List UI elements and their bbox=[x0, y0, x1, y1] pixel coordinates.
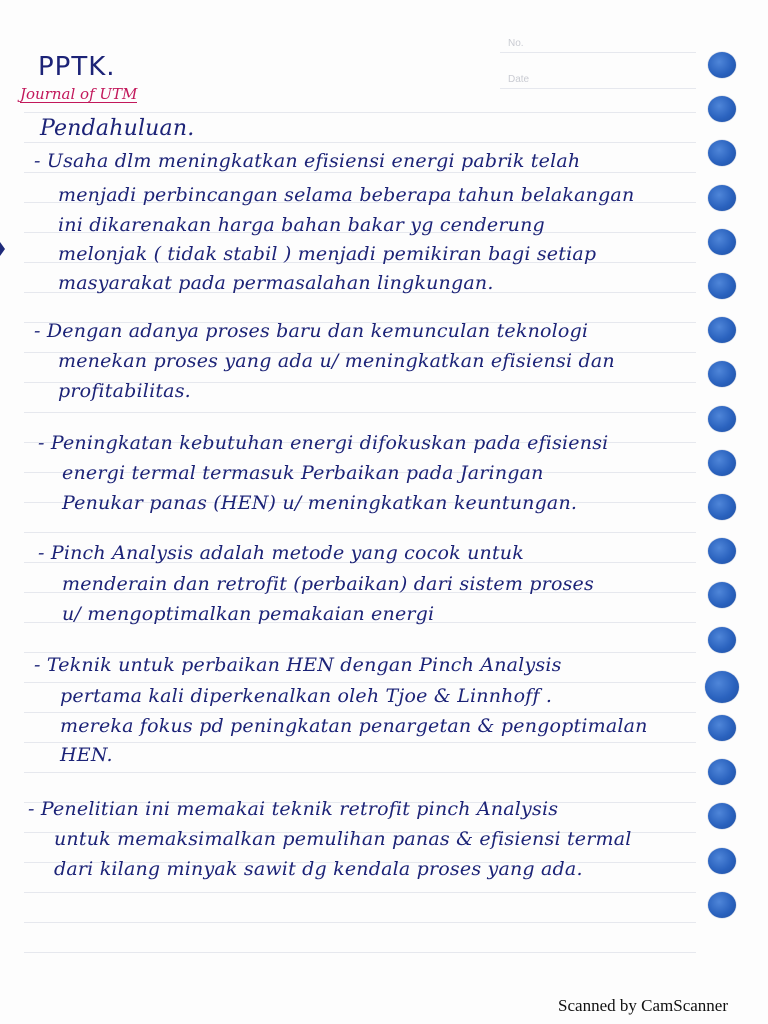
scanner-watermark: Scanned by CamScanner bbox=[558, 996, 728, 1015]
binder-hole bbox=[708, 494, 736, 520]
binder-hole bbox=[708, 96, 736, 122]
ruled-line bbox=[24, 742, 696, 743]
binder-hole bbox=[708, 627, 736, 653]
ruled-line bbox=[24, 112, 696, 113]
paragraph-5-line-3: mereka fokus pd peningkatan penargetan & pengoptimalan bbox=[60, 715, 648, 737]
paragraph-1-line-4: melonjak ( tidak stabil ) menjadi pemikiran bagi setiap bbox=[58, 243, 597, 265]
date-label: Date bbox=[508, 74, 530, 85]
ruled-line bbox=[24, 892, 696, 893]
paragraph-4-line-3: u/ mengoptimalkan pemakaian energi bbox=[62, 603, 435, 625]
ruled-line bbox=[24, 712, 696, 713]
paragraph-3-line-2: energi termal termasuk Perbaikan pada Jaringan bbox=[62, 462, 544, 484]
binder-hole bbox=[708, 273, 736, 299]
binder-hole bbox=[708, 406, 736, 432]
ruled-line bbox=[24, 412, 696, 413]
binder-hole bbox=[705, 671, 739, 703]
paragraph-1-line-5: masyarakat pada permasalahan lingkungan. bbox=[58, 272, 494, 294]
section-heading: Pendahuluan. bbox=[40, 116, 195, 141]
no-field-rule bbox=[500, 52, 696, 53]
paragraph-6-line-2: untuk memaksimalkan pemulihan panas & efisiensi termal bbox=[54, 828, 632, 850]
ruled-line bbox=[24, 772, 696, 773]
ruled-line bbox=[24, 142, 696, 143]
paragraph-4-line-1: - Pinch Analysis adalah metode yang cocok untuk bbox=[38, 542, 524, 564]
page-edge-mark bbox=[0, 242, 5, 256]
binder-hole bbox=[708, 582, 736, 608]
binder-hole bbox=[708, 140, 736, 166]
binder-hole bbox=[708, 848, 736, 874]
no-label: No. bbox=[508, 38, 524, 49]
paragraph-1-line-2: menjadi perbincangan selama beberapa tahun belakangan bbox=[58, 184, 635, 206]
paragraph-2-line-2: menekan proses yang ada u/ meningkatkan efisiensi dan bbox=[58, 350, 615, 372]
binder-hole bbox=[708, 892, 736, 918]
binder-hole bbox=[708, 759, 736, 785]
binder-hole bbox=[708, 450, 736, 476]
paragraph-6-line-3: dari kilang minyak sawit dg kendala proses yang ada. bbox=[54, 858, 583, 880]
binder-hole bbox=[708, 538, 736, 564]
paragraph-4-line-2: menderain dan retrofit (perbaikan) dari sistem proses bbox=[62, 573, 594, 595]
paragraph-5-line-2: pertama kali diperkenalkan oleh Tjoe & Linnhoff . bbox=[60, 685, 553, 707]
date-field-rule bbox=[500, 88, 696, 89]
ruled-line bbox=[24, 922, 696, 923]
ruled-line bbox=[24, 172, 696, 173]
ruled-line bbox=[24, 652, 696, 653]
binder-hole bbox=[708, 229, 736, 255]
binder-hole bbox=[708, 361, 736, 387]
paragraph-1-line-3: ini dikarenakan harga bahan bakar yg cenderung bbox=[58, 214, 545, 236]
ruled-line bbox=[24, 532, 696, 533]
journal-label: Journal of UTM bbox=[20, 85, 138, 103]
binder-hole bbox=[708, 715, 736, 741]
binder-hole bbox=[708, 317, 736, 343]
paragraph-2-line-3: profitabilitas. bbox=[58, 380, 191, 402]
ruled-line bbox=[24, 952, 696, 953]
paragraph-3-line-1: - Peningkatan kebutuhan energi difokuskan pada efisiensi bbox=[38, 432, 609, 454]
ruled-line bbox=[24, 682, 696, 683]
binder-hole bbox=[708, 52, 736, 78]
paragraph-3-line-3: Penukar panas (HEN) u/ meningkatkan keuntungan. bbox=[62, 492, 578, 514]
paragraph-1-line-1: - Usaha dlm meningkatkan efisiensi energi pabrik telah bbox=[34, 150, 581, 172]
binder-hole bbox=[708, 803, 736, 829]
binder-hole bbox=[708, 185, 736, 211]
paragraph-5-line-1: - Teknik untuk perbaikan HEN dengan Pinch Analysis bbox=[34, 654, 562, 676]
paragraph-5-line-4: HEN. bbox=[60, 744, 113, 766]
page-title: PPTK. bbox=[38, 52, 116, 82]
paragraph-6-line-1: - Penelitian ini memakai teknik retrofit pinch Analysis bbox=[28, 798, 559, 820]
paragraph-2-line-1: - Dengan adanya proses baru dan kemunculan teknologi bbox=[34, 320, 589, 342]
